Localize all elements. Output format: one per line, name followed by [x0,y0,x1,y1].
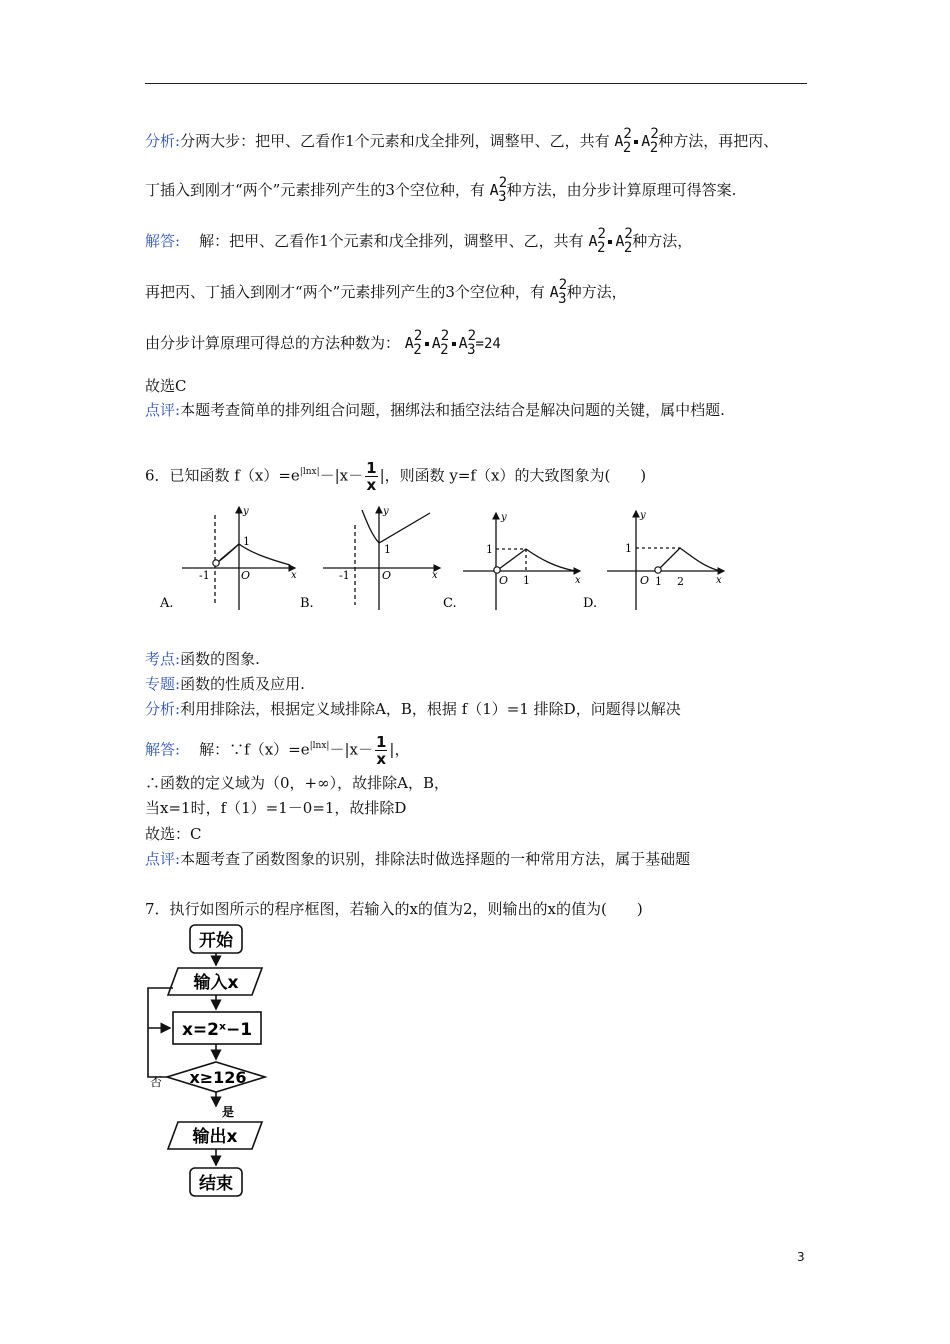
svg-text:O: O [241,569,251,582]
svg-text:-1: -1 [199,569,210,582]
svg-text:O: O [640,574,650,587]
flow-end: 结束 [199,1174,233,1194]
jieda-line-1: 解答: 解：把甲、乙看作1个元素和戊全排列，调整甲、乙，共有 A22 A22种方法， [145,226,693,256]
domain-line: ∴函数的定义域为（0，+∞），故排除A，B， [145,774,449,792]
answer-q6: 故选：C [145,825,202,843]
page-number: 3 [797,1250,805,1264]
svg-text:1: 1 [243,535,250,548]
fenxi-line-q6: 分析:利用排除法，根据定义域排除A，B，根据 f（1）=1 排除D，问题得以解决 [145,700,681,718]
flow-output: 输出x [192,1127,238,1147]
graph-a [182,507,295,610]
svg-text:x: x [716,575,722,586]
svg-text:x: x [432,570,438,581]
svg-text:1: 1 [384,543,391,556]
svg-text:-1: -1 [339,569,350,582]
jieda-line-q6: 解答: 解：$\because f(x)=e^{|lnx|}-|x-$ $\frac{1}{x}$ |， [145,733,410,768]
option-d-label: D. [583,596,598,611]
svg-text:O: O [499,574,509,587]
zhuanti-line: 专题:函数的性质及应用. [145,675,305,693]
option-a-label: A. [160,596,174,611]
x1-line: 当x=1时，f（1）=1－0=1，故排除D [145,799,407,817]
q7-stem: 7．执行如图所示的程序框图，若输入的x的值为2，则输出的x的值为( ) [145,900,643,918]
perm-a32: A23 [489,175,508,205]
svg-text:x: x [575,575,581,586]
svg-text:1: 1 [655,575,662,588]
fraction-1-over-x: $\frac{1}{x}$ [366,459,377,494]
dianping-line-prev: 点评:本题考查简单的排列组合问题，捆绑法和插空法结合是解决问题的关键，属中档题. [145,401,725,419]
svg-text:y: y [501,512,507,523]
fenxi-line-1: 分析:分两大步：把甲、乙看作1个元素和戊全排列，调整甲、乙，共有 A22 A22种方法，再把丙、 [145,126,779,156]
graph-c [463,513,580,610]
flow-start: 开始 [199,931,233,951]
svg-text:y: y [243,506,249,517]
jieda-label: 解答: [145,232,181,250]
flow-yes: 是 [222,1105,235,1119]
jieda-line-3: 由分步计算原理可得总的方法种数为： A22 A22 A23=24 [145,328,501,358]
svg-text:2: 2 [677,575,684,588]
svg-text:1: 1 [486,543,493,556]
answer-prev: 故选C [145,377,187,395]
svg-text:y: y [640,510,646,521]
q6-option-graphs [150,505,750,620]
jieda-line-2: 再把丙、丁插入到刚才“两个”元素排列产生的3个空位种，有 A23种方法， [145,277,627,307]
perm-a22: A22 [614,126,632,156]
flowchart [140,922,280,1202]
option-c-label: C. [443,596,457,611]
svg-text:1: 1 [625,542,632,555]
svg-text:1: 1 [523,574,530,587]
option-b-label: B. [300,596,314,611]
svg-text:O: O [382,569,392,582]
flow-assign: x=2ˣ−1 [181,1020,253,1040]
svg-text:x: x [291,570,297,581]
kaodian-line: 考点:函数的图象. [145,650,260,668]
graph-b [323,507,440,610]
svg-text:y: y [383,506,389,517]
dianping-line-q6: 点评:本题考查了函数图象的识别，排除法时做选择题的一种常用方法，属于基础题 [145,850,691,868]
q6-stem: 6．已知函数 $f(x)=e^{|lnx|}-|x-$ $\frac{1}{x}$ |，则函数 y=f（x）的大致图象为( ) [145,459,647,494]
flow-no: 否 [150,1075,163,1089]
header-rule [145,83,807,84]
fenxi-line-2: 丁插入到刚才“两个”元素排列产生的3个空位种，有 A23种方法，由分步计算原理可得答案. [145,175,737,205]
graph-d [607,511,724,610]
flow-cond: x≥126 [189,1068,247,1087]
flow-input: 输入x [193,973,239,993]
fenxi-label: 分析: [145,132,181,150]
